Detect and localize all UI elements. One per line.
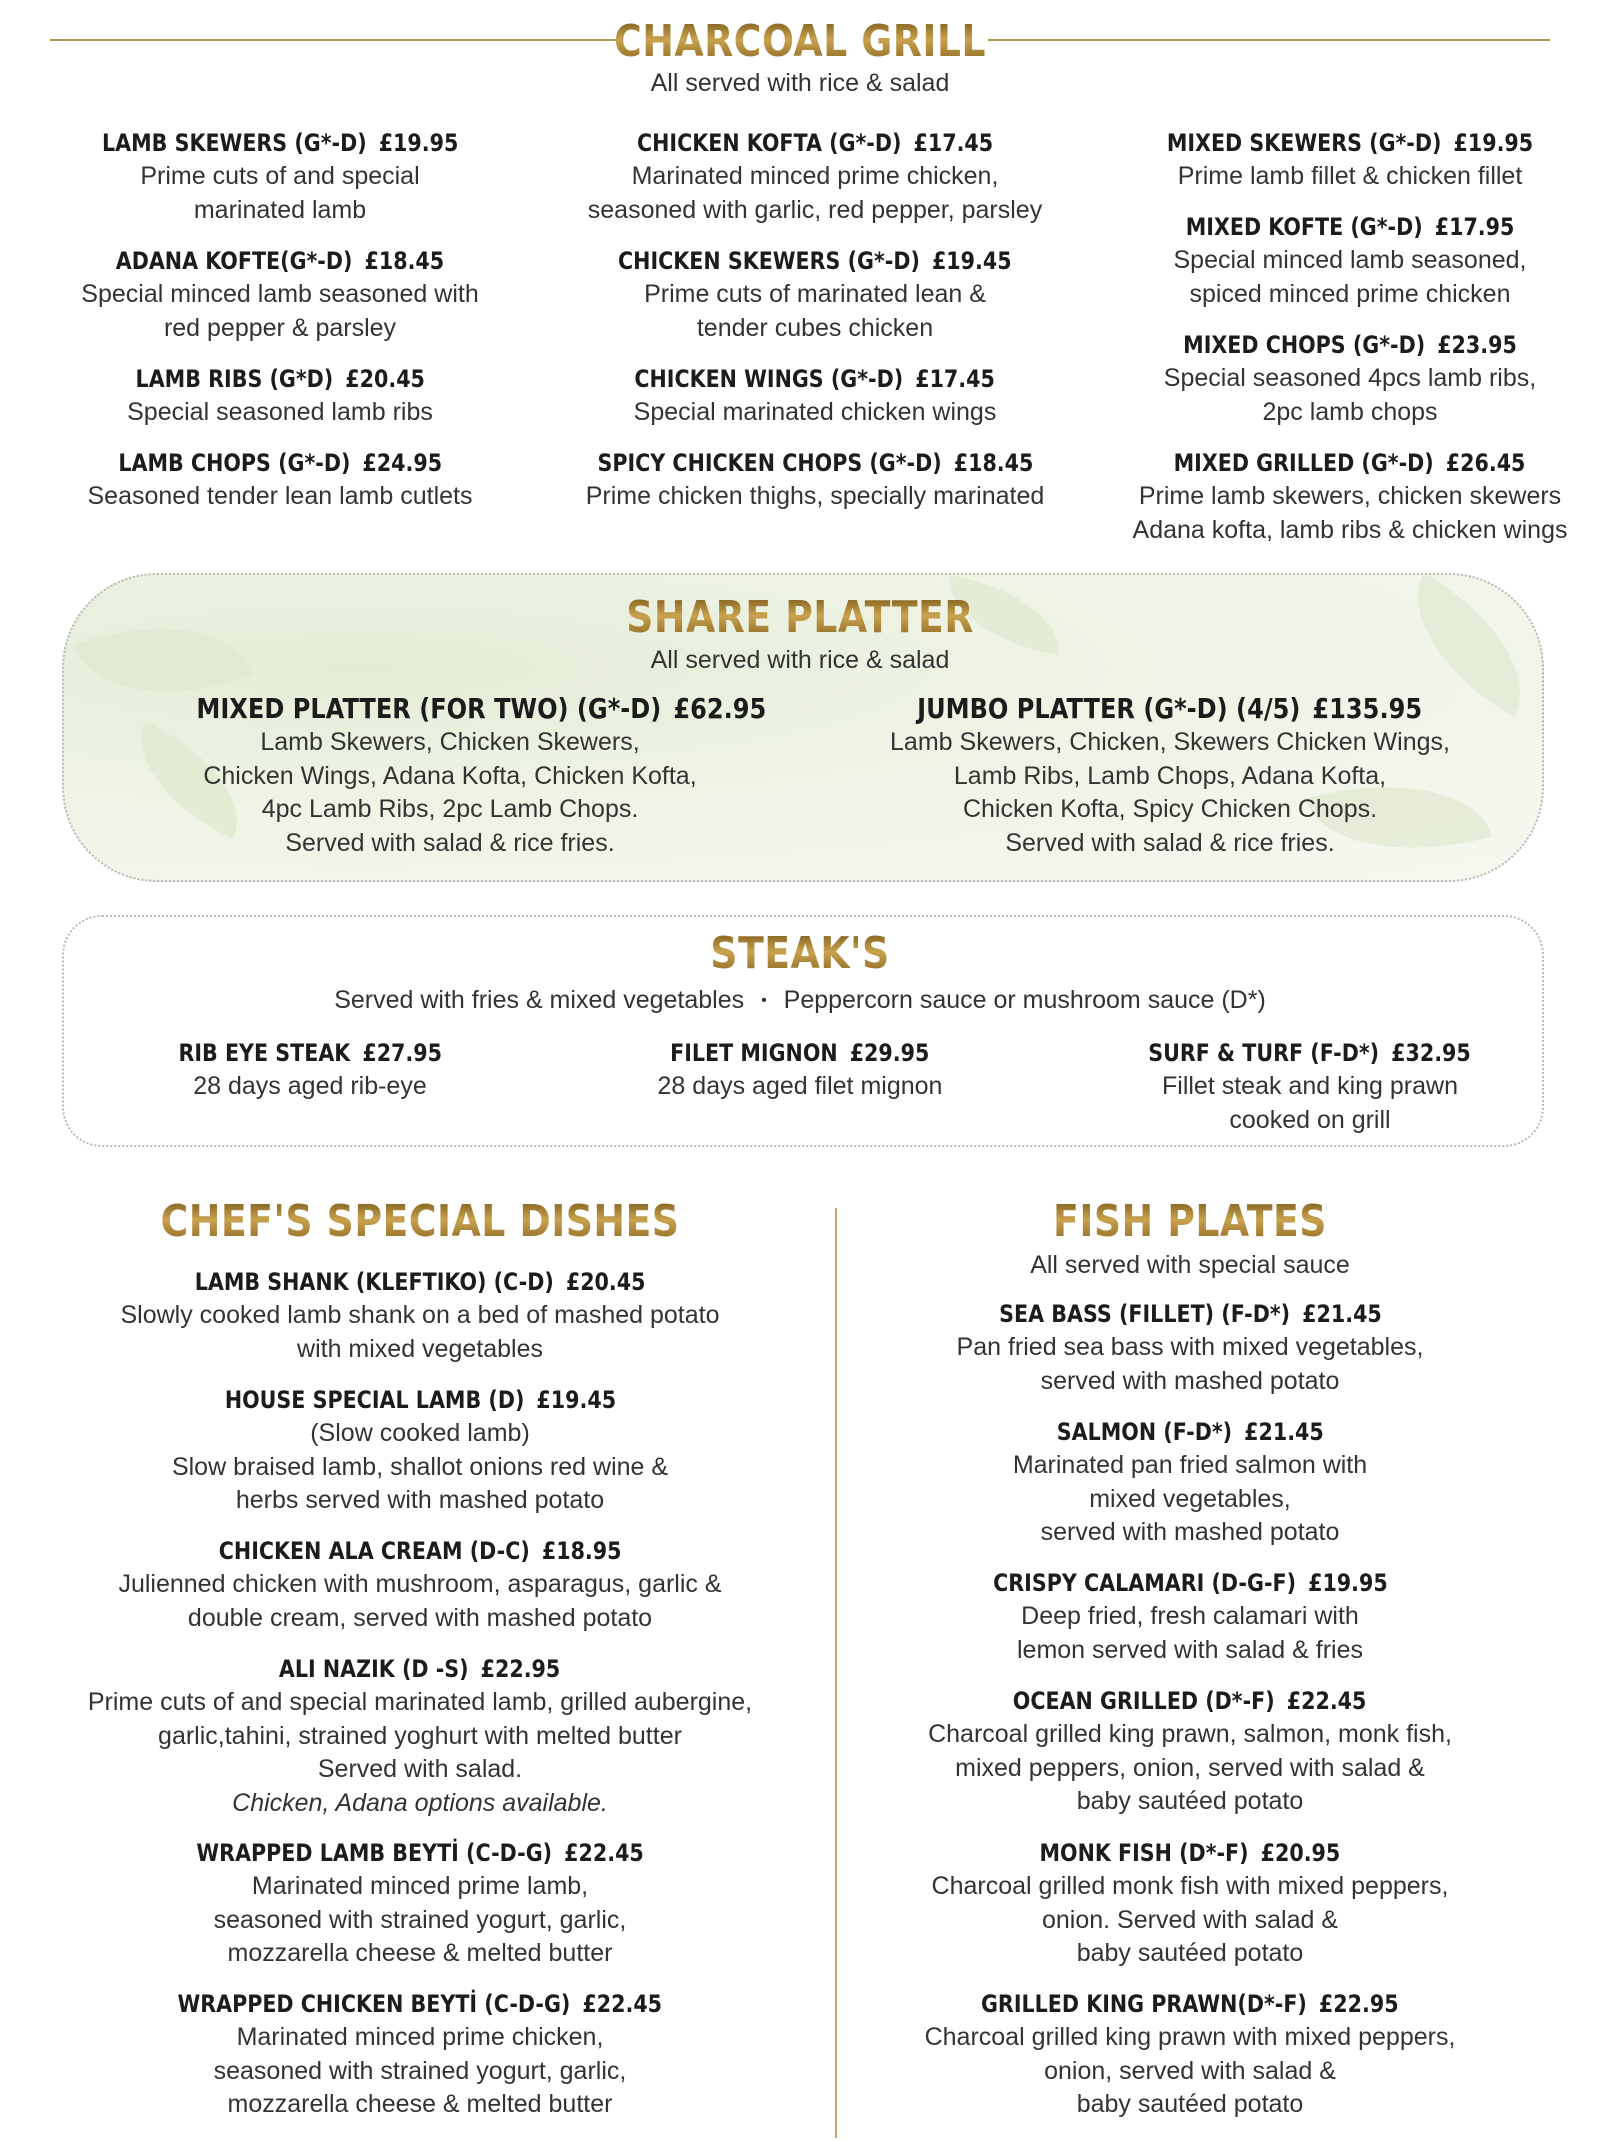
menu-item [890, 1836, 1490, 1971]
item-name: HOUSE SPECIAL LAMB (D) [224, 1386, 524, 1414]
item-price: £19.95 [1453, 129, 1534, 157]
fish-plates-title: FISH PLATES [932, 1200, 1448, 1244]
menu-item [110, 1036, 510, 1104]
menu-item [60, 1652, 780, 1820]
item-description: Charcoal grilled monk fish with mixed peppers, onion. Served with salad & baby sautéed potato [931, 1872, 1449, 1967]
item-description: Slowly cooked lamb shank on a bed of mashed potato with mixed vegetables [120, 1301, 720, 1363]
item-name: CRISPY CALAMARI (D-G-F) [992, 1569, 1296, 1597]
menu-item [40, 362, 520, 430]
item-description: Special minced lamb seasoned with red pepper & parsley [81, 280, 479, 342]
item-description: Charcoal grilled king prawn, salmon, monk fish, mixed peppers, onion, served with salad & baby sautéed potato [928, 1720, 1452, 1815]
item-name: SPICY CHICKEN CHOPS (G*-D) [597, 449, 942, 477]
item-description: Deep fried, fresh calamari with lemon served with salad & fries [1017, 1602, 1363, 1664]
item-price: £19.95 [1307, 1569, 1388, 1597]
item-price: £32.95 [1391, 1039, 1472, 1067]
item-price: £29.95 [849, 1039, 930, 1067]
item-description: Special minced lamb seasoned, spiced minced prime chicken [1173, 246, 1527, 308]
share-platter-subtitle: All served with rice & salad [650, 646, 950, 674]
item-name: LAMB SHANK (KLEFTIKO) (C-D) [194, 1268, 554, 1296]
item-description: 28 days aged rib-eye [193, 1072, 427, 1100]
item-name: MIXED PLATTER (FOR TWO) (G*-D) [196, 692, 662, 725]
menu-item [555, 244, 1075, 345]
menu-item [600, 1036, 1000, 1104]
charcoal-grill-title: CHARCOAL GRILL [585, 20, 1015, 64]
item-name: SALMON (F-D*) [1056, 1418, 1232, 1446]
menu-item [60, 1265, 780, 1366]
item-price: £22.45 [582, 1990, 663, 2018]
item-description: Charcoal grilled king prawn with mixed peppers, onion, served with salad & baby sautéed potato [924, 2023, 1456, 2118]
chefs-special-title: CHEF'S SPECIAL DISHES [128, 1200, 713, 1244]
item-note: Chicken, Adana options available. [232, 1788, 608, 1817]
item-name: MIXED CHOPS (G*-D) [1183, 331, 1426, 359]
item-price: £22.95 [1319, 1990, 1399, 2018]
menu-item [1110, 1036, 1510, 1137]
item-name: ALI NAZIK (D -S) [279, 1655, 469, 1683]
item-description: Seasoned tender lean lamb cutlets [87, 482, 473, 510]
item-description: Marinated pan fried salmon with mixed vegetables, served with mashed potato [1012, 1451, 1368, 1546]
item-description: Prime cuts of and special marinated lamb, grilled aubergine, garlic,tahini, strained yoghurt with melted butter Served with salad. [87, 1688, 753, 1783]
column-divider [835, 1208, 837, 2138]
menu-item [60, 1534, 780, 1635]
item-name: MIXED SKEWERS (G*-D) [1166, 129, 1442, 157]
item-price: £18.95 [541, 1537, 622, 1565]
menu-item [1110, 446, 1590, 547]
menu-item [555, 126, 1075, 227]
item-description: Special marinated chicken wings [633, 398, 997, 426]
item-name: ADANA KOFTE(G*-D) [115, 247, 353, 275]
item-description: Special seasoned 4pcs lamb ribs, 2pc lamb chops [1163, 364, 1537, 426]
item-price: £24.95 [362, 449, 442, 477]
item-description: Prime cuts of marinated lean & tender cubes chicken [644, 280, 986, 342]
item-name: LAMB CHOPS (G*-D) [118, 449, 351, 477]
fish-plates-subtitle: All served with special sauce [1030, 1251, 1350, 1279]
steaks-title: STEAK'S [585, 932, 1015, 976]
menu-item [1110, 328, 1590, 429]
item-name: MONK FISH (D*-F) [1039, 1839, 1249, 1867]
item-price: £22.95 [481, 1655, 561, 1683]
item-price: £19.45 [535, 1386, 616, 1414]
item-price: £17.45 [915, 365, 996, 393]
item-description: Marinated minced prime chicken, seasoned with strained yogurt, garlic, mozzarella cheese & melted butter [213, 2023, 627, 2118]
menu-item [1110, 126, 1590, 194]
item-name: LAMB RIBS (G*D) [135, 365, 333, 393]
item-name: SURF & TURF (F-D*) [1148, 1039, 1380, 1067]
menu-item [870, 692, 1470, 860]
menu-item [60, 1383, 780, 1518]
item-description: Pan fried sea bass with mixed vegetables, served with mashed potato [956, 1333, 1424, 1395]
menu-item [40, 126, 520, 227]
menu-item [60, 1987, 780, 2122]
item-name: CHICKEN SKEWERS (G*-D) [618, 247, 921, 275]
item-price: £17.95 [1434, 213, 1515, 241]
menu-item [40, 446, 520, 514]
item-description: Prime cuts of and special marinated lamb [140, 162, 420, 224]
item-description: (Slow cooked lamb) Slow braised lamb, shallot onions red wine & herbs served with mashed potato [171, 1419, 669, 1514]
item-name: WRAPPED LAMB BEYTİ (C-D-G) [196, 1839, 552, 1867]
menu-item [60, 1836, 780, 1971]
item-description: Special seasoned lamb ribs [127, 398, 433, 426]
menu-item [555, 446, 1075, 514]
steaks-subtitle [250, 988, 1350, 1013]
menu-item [40, 244, 520, 345]
menu-item [890, 1415, 1490, 1550]
item-price: £21.45 [1243, 1418, 1324, 1446]
item-name: FILET MIGNON [670, 1039, 838, 1067]
menu-item [890, 1987, 1490, 2122]
item-name: MIXED KOFTE (G*-D) [1185, 213, 1423, 241]
bullet-separator: • [761, 992, 767, 1010]
item-name: CHICKEN WINGS (G*-D) [634, 365, 904, 393]
menu-item [890, 1684, 1490, 1819]
item-price: £26.45 [1446, 449, 1526, 477]
item-description: Lamb Skewers, Chicken Skewers, Chicken Wings, Adana Kofta, Chicken Kofta, 4pc Lamb Ribs, 2pc Lamb Chops. Served with salad & rice fries. [203, 728, 697, 857]
item-price: £62.95 [673, 692, 767, 725]
item-description: 28 days aged filet mignon [657, 1072, 943, 1100]
item-description: Julienned chicken with mushroom, asparagus, garlic & double cream, served with mashed potato [118, 1570, 722, 1632]
item-price: £18.45 [364, 247, 445, 275]
steaks-subtitle-sauce: Peppercorn sauce or mushroom sauce (D*) [783, 986, 1266, 1014]
item-price: £20.45 [345, 365, 425, 393]
item-price: £17.45 [913, 129, 994, 157]
item-name: LAMB SKEWERS (G*-D) [101, 129, 367, 157]
item-price: £22.45 [1287, 1687, 1367, 1715]
item-name: MIXED GRILLED (G*-D) [1174, 449, 1435, 477]
item-name: WRAPPED CHICKEN BEYTİ (C-D-G) [177, 1990, 571, 2018]
item-price: £23.95 [1437, 331, 1517, 359]
menu-item [890, 1297, 1490, 1398]
item-description: Prime lamb fillet & chicken fillet [1177, 162, 1523, 190]
item-description: Prime chicken thighs, specially marinated [585, 482, 1045, 510]
item-price: £18.45 [953, 449, 1033, 477]
item-name: RIB EYE STEAK [178, 1039, 351, 1067]
item-name: GRILLED KING PRAWN(D*-F) [981, 1990, 1308, 2018]
menu-item [890, 1566, 1490, 1667]
item-description: Marinated minced prime lamb, seasoned with strained yogurt, garlic, mozzarella cheese & melted butter [213, 1872, 627, 1967]
steaks-subtitle-sides: Served with fries & mixed vegetables [334, 986, 745, 1014]
item-name: OCEAN GRILLED (D*-F) [1013, 1687, 1276, 1715]
item-price: £21.45 [1301, 1300, 1382, 1328]
item-price: £20.45 [565, 1268, 646, 1296]
item-name: SEA BASS (FILLET) (F-D*) [998, 1300, 1290, 1328]
item-price: £135.95 [1312, 692, 1423, 725]
menu-item [1110, 210, 1590, 311]
item-price: £19.45 [932, 247, 1012, 275]
item-price: £20.95 [1260, 1839, 1341, 1867]
item-description: Marinated minced prime chicken, seasoned with garlic, red pepper, parsley [587, 162, 1043, 224]
charcoal-grill-subtitle: All served with rice & salad [650, 69, 950, 97]
header-rule-right [988, 39, 1550, 41]
menu-item [150, 692, 767, 860]
header-rule-left [50, 39, 620, 41]
item-name: CHICKEN ALA CREAM (D-C) [218, 1537, 530, 1565]
menu-item [555, 362, 1075, 430]
item-description: Lamb Skewers, Chicken, Skewers Chicken Wings, Lamb Ribs, Lamb Chops, Adana Kofta, Chicken Kofta, Spicy Chicken Chops. Served with salad & rice fries. [890, 728, 1450, 857]
item-price: £27.95 [362, 1039, 442, 1067]
item-description: Prime lamb skewers, chicken skewers Adana kofta, lamb ribs & chicken wings [1132, 482, 1568, 544]
item-price: £22.45 [564, 1839, 644, 1867]
share-platter-title: SHARE PLATTER [585, 596, 1015, 640]
item-description: Fillet steak and king prawn cooked on grill [1162, 1072, 1458, 1134]
item-name: JUMBO PLATTER (G*-D) (4/5) [917, 692, 1301, 725]
item-name: CHICKEN KOFTA (G*-D) [636, 129, 902, 157]
item-price: £19.95 [378, 129, 459, 157]
